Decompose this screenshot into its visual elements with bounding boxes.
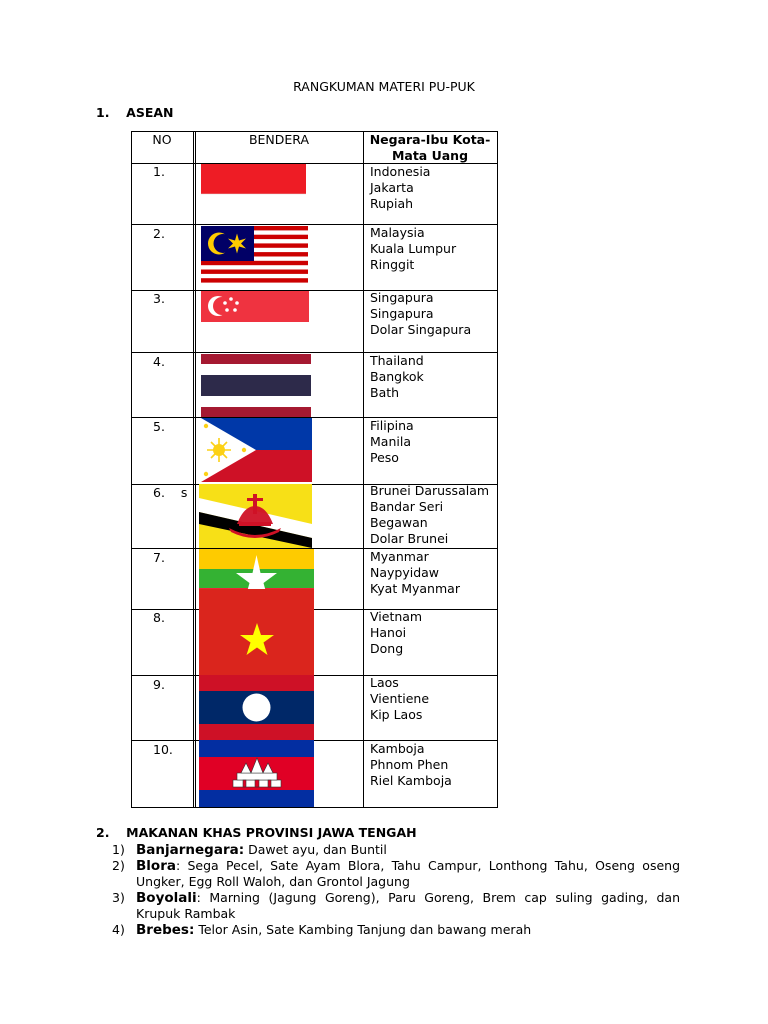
capital-name: Phnom Phen (370, 757, 449, 772)
currency-name: Rupiah (370, 196, 414, 211)
country-name: Indonesia (370, 164, 431, 179)
row-no: 1. (153, 164, 165, 179)
currency-name: Ringgit (370, 257, 415, 272)
list-item (112, 842, 680, 858)
row-no: 5. (153, 419, 165, 434)
country-name: Thailand (370, 353, 424, 368)
country-info (370, 741, 452, 789)
header-info (363, 132, 497, 164)
currency-name: Dong (370, 641, 404, 656)
laos-flag (199, 675, 314, 740)
regency-name: Brebes: (136, 922, 195, 938)
country-info (370, 353, 424, 401)
capital-name: Kuala Lumpur (370, 241, 457, 256)
country-info (370, 164, 430, 212)
list-item (112, 858, 680, 890)
country-info (370, 418, 414, 466)
currency-name: Riel Kamboja (370, 773, 452, 788)
currency-name: Peso (370, 450, 399, 465)
country-info (370, 290, 471, 338)
row-no: 6. s (153, 485, 188, 500)
country-name: Kamboja (370, 741, 425, 756)
list-item (112, 922, 680, 938)
country-name: Malaysia (370, 225, 425, 240)
currency-name: Dolar Brunei (370, 531, 449, 546)
indonesia-flag (201, 164, 306, 223)
document-title: RANGKUMAN MATERI PU-PUK (293, 79, 475, 94)
country-name: Brunei Darussalam (370, 483, 490, 498)
country-name: Vietnam (370, 609, 423, 624)
header-info-line2: Mata Uang (391, 148, 469, 163)
food-text: Telor Asin, Sate Kambing Tanjung dan bawang merah (194, 922, 532, 937)
list-number: 4) (112, 922, 125, 937)
list-number: 2) (112, 858, 125, 873)
capital-name: Bangkok (370, 369, 424, 384)
header-bendera: BENDERA (248, 132, 310, 147)
philippines-flag (201, 418, 312, 482)
country-info (370, 549, 460, 597)
currency-name: Kyat Myanmar (370, 581, 460, 596)
country-info (370, 225, 456, 273)
section-2-label: MAKANAN KHAS PROVINSI JAWA TENGAH (126, 825, 417, 840)
currency-name: Dolar Singapura (370, 322, 472, 337)
brunei-flag (199, 484, 312, 548)
country-name: Filipina (370, 418, 414, 433)
food-list (112, 842, 680, 938)
asean-table (131, 131, 498, 808)
country-info (370, 675, 429, 723)
row-no: 2. (153, 226, 165, 241)
list-item (112, 890, 680, 922)
country-info (370, 609, 422, 657)
capital-name: Singapura (370, 306, 434, 321)
capital-name: Bandar Seri (370, 499, 444, 514)
capital-name: Begawan (370, 515, 428, 530)
thailand-flag (201, 354, 311, 417)
row-no: 3. (153, 291, 165, 306)
capital-name: Vientiene (370, 691, 430, 706)
regency-name: Banjarnegara: (136, 842, 245, 858)
row-no: 7. (153, 550, 165, 565)
country-name: Singapura (370, 290, 434, 305)
section-1-number: 1. (96, 105, 110, 120)
capital-name: Naypyidaw (370, 565, 440, 580)
currency-name: Kip Laos (370, 707, 423, 722)
country-name: Myanmar (370, 549, 429, 564)
header-no: NO (152, 132, 172, 147)
section-1-heading (96, 105, 174, 120)
section-1-label: ASEAN (126, 105, 174, 120)
capital-name: Jakarta (370, 180, 414, 195)
regency-name: Blora (136, 858, 176, 874)
list-number: 1) (112, 842, 125, 857)
food-text: : Marning (Jagung Goreng), Paru Goreng, Brem cap suling gading, dan Krupuk Rambak (136, 890, 680, 921)
food-text: Dawet ayu, dan Buntil (244, 842, 387, 857)
food-text: : Sega Pecel, Sate Ayam Blora, Tahu Campur, Lonthong Tahu, Oseng oseng Ungker, Egg Roll Waloh, dan Grontol Jagung (136, 858, 680, 889)
header-info-line1: Negara-Ibu Kota- (369, 132, 491, 147)
singapore-flag (201, 291, 309, 352)
country-info (370, 483, 489, 547)
row-no: 4. (153, 354, 165, 369)
list-number: 3) (112, 890, 125, 905)
capital-name: Manila (370, 434, 411, 449)
regency-name: Boyolali (136, 890, 197, 906)
cambodia-flag (199, 740, 314, 807)
vietnam-flag (199, 589, 314, 676)
section-2-number: 2. (96, 825, 110, 840)
row-no: 9. (153, 677, 165, 692)
section-2-heading (96, 825, 417, 840)
row-no: 10. (153, 742, 173, 757)
row-no: 8. (153, 610, 165, 625)
malaysia-flag (201, 226, 308, 287)
currency-name: Bath (370, 385, 400, 400)
capital-name: Hanoi (370, 625, 407, 640)
country-name: Laos (370, 675, 399, 690)
